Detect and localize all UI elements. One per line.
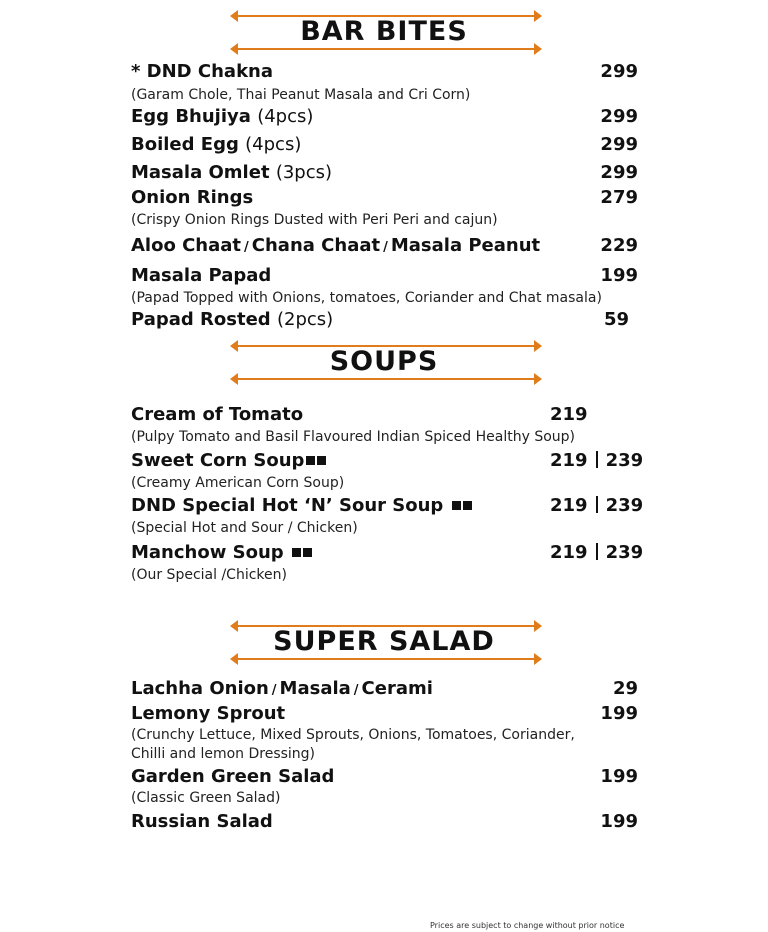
menu-item-description: (Creamy American Corn Soup) bbox=[131, 475, 345, 491]
menu-item-name: Chana Chaat bbox=[251, 235, 381, 256]
menu-item-name: Egg Bhujiya bbox=[131, 106, 251, 127]
menu-item-name: Masala bbox=[279, 678, 351, 699]
menu-item-price-pair bbox=[550, 450, 643, 471]
separator: / bbox=[383, 240, 388, 255]
menu-item-description: (Special Hot and Sour / Chicken) bbox=[131, 520, 358, 536]
separator: / bbox=[353, 683, 359, 698]
menu-item-name: Cerami bbox=[361, 678, 433, 699]
menu-item-name: Lachha Onion bbox=[131, 678, 269, 699]
section-title-soups: SOUPS bbox=[329, 346, 439, 377]
menu-item bbox=[131, 309, 333, 330]
menu-item-quantity: (2pcs) bbox=[276, 309, 334, 330]
menu-item-quantity: (4pcs) bbox=[257, 106, 314, 127]
menu-item-description: (Classic Green Salad) bbox=[131, 790, 281, 806]
menu-item-price: 229 bbox=[600, 235, 638, 256]
menu-item bbox=[131, 134, 301, 155]
menu-item-description: (Crunchy Lettuce, Mixed Sprouts, Onions, Tomatoes, Coriander, bbox=[131, 727, 575, 743]
menu-item-name: Masala Papad bbox=[131, 265, 272, 286]
menu-item-name: Masala Omlet bbox=[131, 162, 270, 183]
section-divider-arrow bbox=[230, 43, 542, 55]
square-marker-icon bbox=[306, 456, 315, 465]
menu-item-description: (Papad Topped with Onions, tomatoes, Coriander and Chat masala) bbox=[131, 290, 602, 306]
footer-note: Prices are subject to change without prior notice bbox=[430, 921, 625, 930]
menu-item bbox=[131, 542, 312, 563]
section-title-super-salad: SUPER SALAD bbox=[273, 626, 495, 657]
menu-item-price: 299 bbox=[600, 106, 638, 127]
menu-item-name: Cream of Tomato bbox=[131, 404, 304, 425]
menu-item-name: DND Special Hot ‘N’ Sour Soup bbox=[131, 495, 444, 516]
menu-item-quantity: (4pcs) bbox=[245, 134, 302, 155]
square-marker-icon bbox=[292, 548, 301, 557]
menu-item-price-veg: 219 bbox=[550, 450, 588, 471]
menu-item-price: 279 bbox=[600, 187, 638, 208]
separator: / bbox=[244, 240, 249, 255]
menu-item-name: Russian Salad bbox=[131, 811, 273, 832]
menu-item-price-veg: 219 bbox=[550, 542, 588, 563]
price-divider bbox=[596, 496, 598, 513]
menu-item-name: Masala Peanut bbox=[390, 235, 541, 256]
menu-item-description: (Pulpy Tomato and Basil Flavoured Indian Spiced Healthy Soup) bbox=[131, 429, 576, 445]
menu-item-quantity: (3pcs) bbox=[275, 162, 333, 183]
square-marker-icon bbox=[303, 548, 312, 557]
menu-item bbox=[131, 106, 313, 127]
menu-item-price: 199 bbox=[600, 265, 638, 286]
section-divider-arrow bbox=[230, 653, 542, 665]
menu-item-price-nonveg: 239 bbox=[605, 542, 644, 563]
menu-item-price-nonveg: 239 bbox=[605, 495, 644, 516]
square-marker-icon bbox=[463, 501, 472, 510]
menu-item-price: 59 bbox=[604, 309, 630, 330]
menu-item-name: Papad Rosted bbox=[131, 309, 271, 330]
menu-item-price: 299 bbox=[600, 61, 638, 82]
price-divider bbox=[596, 543, 598, 560]
separator: / bbox=[271, 683, 277, 698]
menu-item-price-nonveg: 239 bbox=[605, 450, 644, 471]
menu-item bbox=[131, 235, 540, 256]
menu-item bbox=[131, 495, 472, 516]
menu-item-name: Onion Rings bbox=[131, 187, 254, 208]
menu-item-price: 299 bbox=[600, 134, 638, 155]
menu-item-name: Garden Green Salad bbox=[131, 766, 335, 787]
menu-item-price: 299 bbox=[600, 162, 638, 183]
menu-item-name: Lemony Sprout bbox=[131, 703, 286, 724]
menu-item bbox=[131, 162, 332, 183]
menu-item bbox=[131, 678, 433, 699]
menu-item-price-pair bbox=[550, 542, 643, 563]
menu-item-price: 199 bbox=[600, 811, 638, 832]
section-divider-arrow bbox=[230, 373, 542, 385]
menu-item bbox=[131, 450, 326, 471]
menu-item-name: Aloo Chaat bbox=[131, 235, 242, 256]
square-marker-icon bbox=[317, 456, 326, 465]
menu-item-description: (Our Special /Chicken) bbox=[131, 567, 287, 583]
menu-item-price: 219 bbox=[550, 404, 588, 425]
menu-item-price-veg: 219 bbox=[550, 495, 588, 516]
menu-item-price-pair bbox=[550, 495, 643, 516]
menu-item-price: 199 bbox=[600, 766, 638, 787]
square-marker-icon bbox=[452, 501, 461, 510]
menu-item-name: Sweet Corn Soup bbox=[131, 450, 305, 471]
menu-item-name: * DND Chakna bbox=[131, 61, 273, 82]
menu-item-description: Chilli and lemon Dressing) bbox=[131, 746, 316, 762]
menu-item-price: 199 bbox=[600, 703, 638, 724]
menu-item-description: (Crispy Onion Rings Dusted with Peri Peri and cajun) bbox=[131, 212, 498, 228]
price-divider bbox=[596, 451, 598, 468]
section-title-bar-bites: BAR BITES bbox=[300, 16, 468, 47]
menu-item-description: (Garam Chole, Thai Peanut Masala and Cri Corn) bbox=[131, 87, 471, 103]
menu-item-name: Manchow Soup bbox=[131, 542, 284, 563]
menu-item-name: Boiled Egg bbox=[131, 134, 239, 155]
menu-item-price: 29 bbox=[612, 678, 638, 699]
